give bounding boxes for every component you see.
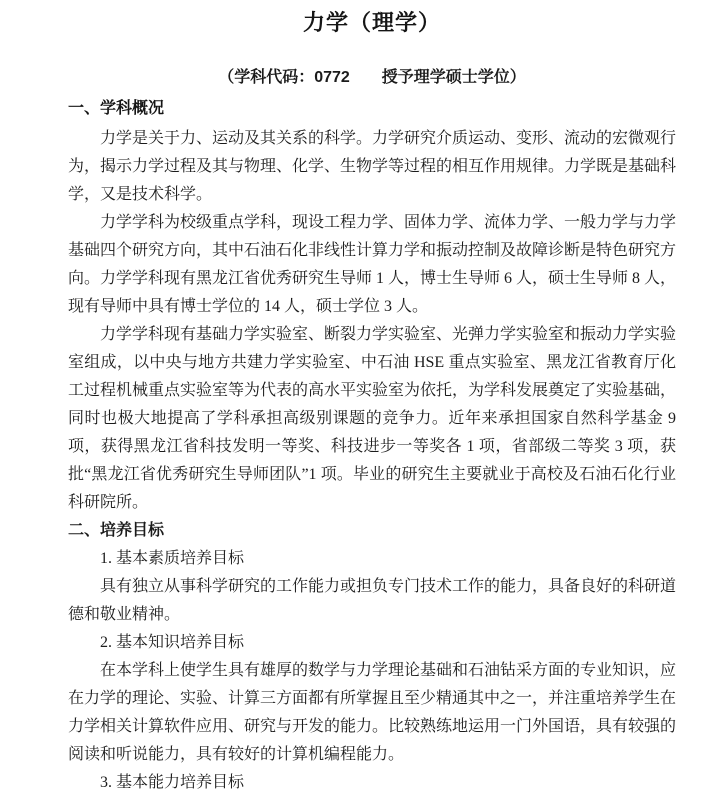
overview-paragraph-1: 力学是关于力、运动及其关系的科学。力学研究介质运动、变形、流动的宏微观行为，揭示力学过程及其与物理、化学、生物学等过程的相互作用规律。力学既是基础科学，又是技术科学。 (68, 130, 677, 203)
document-body (68, 125, 676, 797)
goal-item-1-text: 具有独立从事科学研究的工作能力或担负专门技术工作的能力，具备良好的科研道德和敬业精神。 (68, 578, 677, 623)
goal-item-3-label: 3. 基本能力培养目标 (100, 774, 245, 791)
overview-paragraph-2: 力学学科为校级重点学科，现设工程力学、固体力学、流体力学、一般力学与力学基础四个研究方向，其中石油石化非线性计算力学和振动控制及故障诊断是特色研究方向。力学学科现有黑龙江省优秀研究生导师 1 人，博士生导师 6 人，硕士生导师 8 人，现有导师中具有博士学位的 14 人，硕士学位 3 人。 (68, 214, 677, 315)
page-title: 力学（理学） (302, 10, 441, 35)
goal-item-1-label: 1. 基本素质培养目标 (100, 550, 245, 567)
section-heading-goals: 二、培养目标 (68, 522, 165, 539)
goal-item-2-label: 2. 基本知识培养目标 (100, 634, 245, 651)
document-subtitle: （学科代码：0772 授予理学硕士学位） (218, 69, 526, 86)
goal-item-2-text: 在本学科上使学生具有雄厚的数学与力学理论基础和石油钻采方面的专业知识，应在力学的理论、实验、计算三方面都有所掌握且至少精通其中之一，并注重培养学生在力学相关计算软件应用、研究与开发的能力。比较熟练地运用一门外国语，具有较强的阅读和听说能力，具有较好的计算机编程能力。 (68, 662, 677, 763)
overview-paragraph-3: 力学学科现有基础力学实验室、断裂力学实验室、光弹力学实验室和振动力学实验室组成，以中央与地方共建力学实验室、中石油 HSE 重点实验室、黑龙江省教育厅化工过程机械重点实验室等为代表的高水平实验室为依托，为学科发展奠定了实验基础，同时也极大地提高了学科承担高级别课题的竞争力。近年来承担国家自然科学基金 9 项，获得黑龙江省科技发明一等奖、科技进步一等奖各 1 项，省部级二等奖 3 项，获批“黑龙江省优秀研究生导师团队”1 项。毕业的研究生主要就业于高校及石油石化行业科研院所。 (68, 326, 677, 511)
section-heading-overview: 一、学科概况 (68, 100, 165, 117)
